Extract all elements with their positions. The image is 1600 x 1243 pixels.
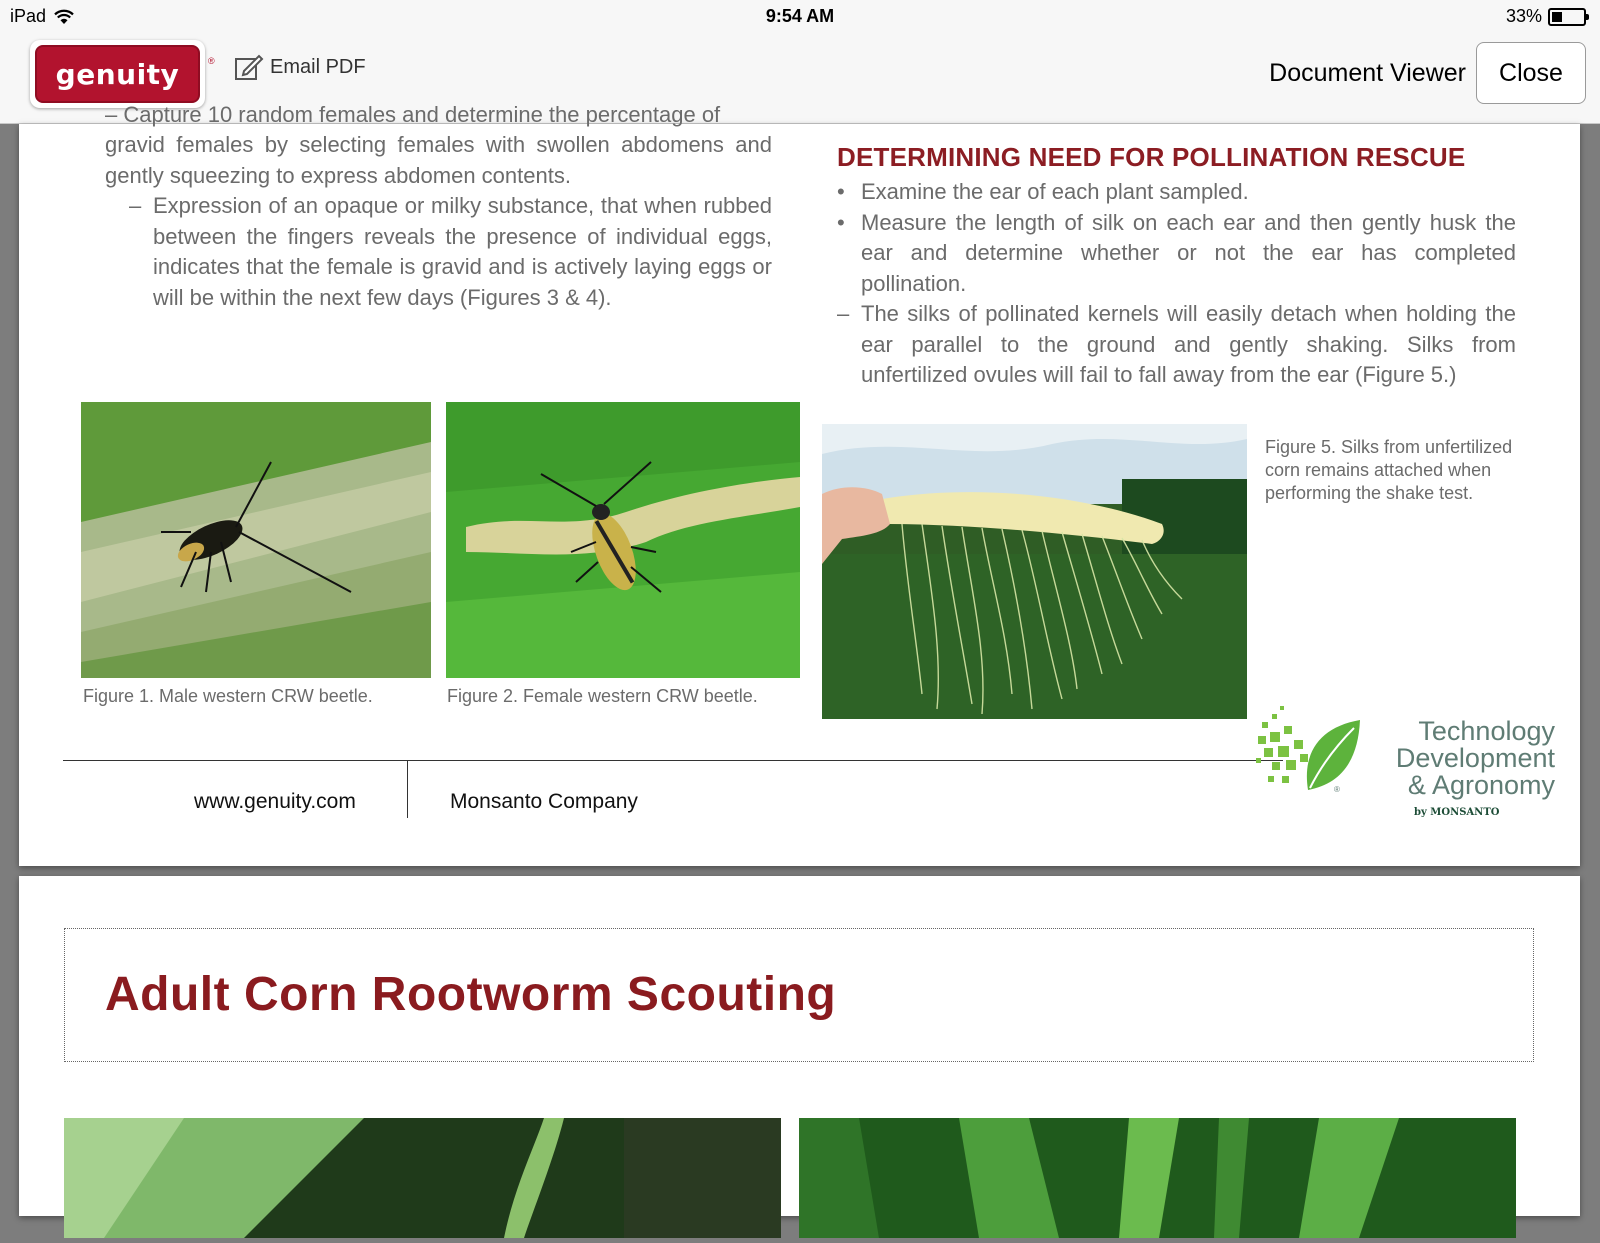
page-2-photo-left xyxy=(64,1118,781,1238)
bullet-text: Examine the ear of each plant sampled. xyxy=(861,179,1249,204)
svg-text:®: ® xyxy=(1334,785,1340,794)
footer-divider xyxy=(407,760,408,818)
figure-1-caption: Figure 1. Male western CRW beetle. xyxy=(83,686,373,706)
figure-5-photo xyxy=(822,424,1247,719)
right-text-column xyxy=(837,142,1516,391)
document-page-2[interactable] xyxy=(19,876,1580,1216)
dash-marker: – xyxy=(837,301,850,326)
female-beetle-image xyxy=(446,402,800,678)
bullet-text: Measure the length of silk on each ear and then gently husk the ear and determine whether or not the ear has completed pollination. xyxy=(861,209,1516,296)
expression-text: Expression of an opaque or milky substance, that when rubbed between the fingers reveals the presence of individual eggs, indicates that the female is gravid and is actively laying eggs or will be within the next few days (Figures 3 & 4). xyxy=(153,193,772,310)
left-text-column xyxy=(105,102,772,313)
dash-list-item xyxy=(837,299,1516,391)
bullet-marker: • xyxy=(837,179,845,204)
figure-2-photo xyxy=(446,402,800,678)
tda-line-3: & Agronomy xyxy=(1407,770,1555,800)
footer-company: Monsanto Company xyxy=(450,790,638,813)
figure-1-photo xyxy=(81,402,431,678)
genuity-logo-text: genuity xyxy=(55,57,180,91)
corn-silks-image xyxy=(822,424,1247,719)
corn-field-image xyxy=(799,1118,1516,1238)
bullet-item xyxy=(837,208,1516,300)
page-2-photo-right xyxy=(799,1118,1516,1238)
tda-wordmark xyxy=(1359,718,1555,799)
device-name: iPad xyxy=(10,6,47,26)
toolbar-title: Document Viewer xyxy=(1269,59,1466,87)
section-heading: DETERMINING NEED FOR POLLINATION RESCUE xyxy=(837,142,1466,172)
battery-percent: 33% xyxy=(1505,6,1542,26)
tda-by-monsanto: by MONSANTO xyxy=(1414,807,1500,818)
dash-marker: – xyxy=(129,193,142,218)
bullet-item xyxy=(837,177,1516,208)
corn-leaf-image xyxy=(64,1118,781,1238)
dash-list-item xyxy=(105,191,772,313)
battery-fill xyxy=(1552,12,1562,22)
genuity-logo-plate xyxy=(35,45,200,103)
bullet-marker: • xyxy=(837,209,845,235)
male-beetle-image xyxy=(81,402,431,678)
status-time: 9:54 AM xyxy=(765,6,835,26)
shake-test-text: The silks of pollinated kernels will easily detach when holding the ear parallel to the ground and gently shaking. Silks from unfertilized ovules will fail to fall away from the ear (Figure 5.) xyxy=(861,301,1516,387)
registered-mark: ® xyxy=(208,56,215,66)
footer-url[interactable]: www.genuity.com xyxy=(194,790,356,813)
section-title-box xyxy=(64,928,1534,1062)
close-button[interactable]: Close xyxy=(1476,42,1586,104)
tda-line-1: Technology xyxy=(1418,716,1555,746)
figure-2-caption: Figure 2. Female western CRW beetle. xyxy=(447,686,758,706)
figure-5-caption: Figure 5. Silks from unfertilized corn remains attached when performing the shake test. xyxy=(1265,437,1513,503)
battery-icon xyxy=(1548,8,1586,26)
compose-icon xyxy=(234,52,264,82)
email-pdf-button[interactable] xyxy=(234,52,366,82)
status-right xyxy=(1506,6,1586,27)
status-bar xyxy=(0,0,1600,32)
document-page-1[interactable] xyxy=(19,102,1580,866)
page-2-title: Adult Corn Rootworm Scouting xyxy=(105,968,837,1021)
genuity-logo[interactable] xyxy=(30,40,205,108)
clipped-text-line: – Capture 10 random females and determine the percentage of xyxy=(105,102,721,127)
footer-rule xyxy=(63,760,1283,761)
gravid-females-text: gravid females by selecting females with swollen abdomens and gently squeezing to express abdomen contents. xyxy=(105,132,772,188)
tda-line-2: Development xyxy=(1395,743,1555,773)
email-pdf-label: Email PDF xyxy=(270,55,366,78)
